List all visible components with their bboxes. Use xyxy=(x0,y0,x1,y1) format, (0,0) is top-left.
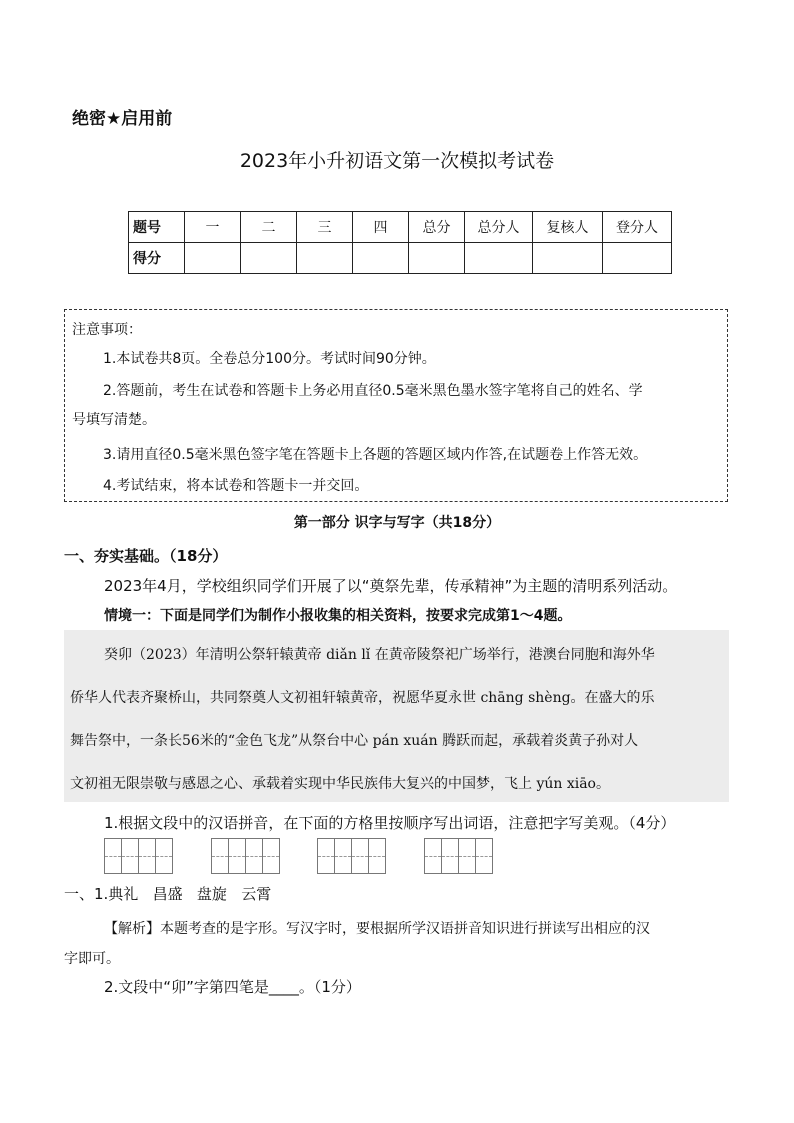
score-header-cell: 二 xyxy=(241,212,297,243)
writing-grid[interactable] xyxy=(424,838,493,874)
notice-box xyxy=(64,309,728,502)
answer-1: 一、1.典礼 昌盛 盘旋 云霄 xyxy=(64,885,272,903)
grid-cell[interactable] xyxy=(104,838,122,874)
score-input-cell[interactable] xyxy=(533,243,603,274)
grid-cell[interactable] xyxy=(228,838,246,874)
grid-cell[interactable] xyxy=(351,838,369,874)
score-table xyxy=(128,211,672,274)
score-header-cell: 总分人 xyxy=(465,212,533,243)
score-input-cell[interactable] xyxy=(353,243,409,274)
score-header-cell: 一 xyxy=(185,212,241,243)
score-header-cell: 三 xyxy=(297,212,353,243)
analysis-line: 字即可。 xyxy=(64,951,120,967)
writing-grid[interactable] xyxy=(104,838,173,874)
section-intro: 2023年4月，学校组织同学们开展了以“奠祭先辈，传承精神”为主题的清明系列活动。 xyxy=(104,577,678,595)
grid-cell[interactable] xyxy=(475,838,493,874)
notice-item: 2.答题前，考生在试卷和答题卡上务必用直径0.5毫米黑色墨水签字笔将自己的姓名、学 xyxy=(103,383,643,399)
notice-item: 号填写清楚。 xyxy=(72,412,156,428)
grid-cell[interactable] xyxy=(155,838,173,874)
passage-line: 文初祖无限崇敬与感恩之心、承载着实现中华民族伟大复兴的中国梦，飞上 yún xiāo。 xyxy=(70,776,610,792)
passage-line: 舞告祭中，一条长56米的“金色飞龙”从祭台中心 pán xuán 腾跃而起，承载着炎黄子孙对人 xyxy=(70,733,639,749)
grid-cell[interactable] xyxy=(262,838,280,874)
score-input-cell[interactable] xyxy=(465,243,533,274)
notice-title: 注意事项： xyxy=(72,322,142,338)
writing-grid[interactable] xyxy=(317,838,386,874)
reading-passage xyxy=(64,630,729,802)
score-header-cell: 复核人 xyxy=(533,212,603,243)
analysis-line: 【解析】本题考查的是字形。写汉字时，要根据所学汉语拼音知识进行拼读写出相应的汉 xyxy=(104,921,650,937)
score-input-cell[interactable] xyxy=(241,243,297,274)
score-table-header-row xyxy=(129,212,672,243)
section-title: 一、夯实基础。（18分） xyxy=(64,547,228,565)
writing-grid[interactable] xyxy=(211,838,280,874)
grid-cell[interactable] xyxy=(368,838,386,874)
grid-cell[interactable] xyxy=(458,838,476,874)
score-input-cell[interactable] xyxy=(603,243,672,274)
grid-cell[interactable] xyxy=(334,838,352,874)
score-input-cell[interactable] xyxy=(297,243,353,274)
score-header-cell: 四 xyxy=(353,212,409,243)
notice-item: 4.考试结束，将本试卷和答题卡一并交回。 xyxy=(103,478,369,494)
notice-item: 1.本试卷共8页。全卷总分100分。考试时间90分钟。 xyxy=(103,351,436,367)
grid-cell[interactable] xyxy=(121,838,139,874)
grid-cell[interactable] xyxy=(317,838,335,874)
score-header-cell: 登分人 xyxy=(603,212,672,243)
score-input-cell[interactable] xyxy=(185,243,241,274)
grid-cell[interactable] xyxy=(138,838,156,874)
question-2: 2.文段中“卯”字第四笔是____。（1分） xyxy=(104,978,361,996)
grid-cell[interactable] xyxy=(245,838,263,874)
grid-cell[interactable] xyxy=(211,838,229,874)
passage-line: 癸卯（2023）年清明公祭轩辕黄帝 diǎn lǐ 在黄帝陵祭祀广场举行，港澳台同胞和海外华 xyxy=(104,647,655,663)
score-row-label: 得分 xyxy=(129,243,185,274)
notice-item: 3.请用直径0.5毫米黑色签字笔在答题卡上各题的答题区域内作答,在试题卷上作答无效。 xyxy=(103,447,648,463)
score-input-cell[interactable] xyxy=(409,243,465,274)
passage-line: 侨华人代表齐聚桥山，共同祭奠人文初祖轩辕黄帝，祝愿华夏永世 chāng shèng。在盛大的乐 xyxy=(70,690,655,706)
part-title: 第一部分 识字与写字（共18分） xyxy=(293,515,501,531)
scenario-instruction: 情境一：下面是同学们为制作小报收集的相关资料，按要求完成第1～4题。 xyxy=(104,608,572,624)
confidential-label: 绝密★启用前 xyxy=(72,109,173,129)
score-table-score-row xyxy=(129,243,672,274)
score-header-cell: 总分 xyxy=(409,212,465,243)
grid-cell[interactable] xyxy=(441,838,459,874)
grid-cell[interactable] xyxy=(424,838,442,874)
score-header-cell: 题号 xyxy=(129,212,185,243)
question-1: 1.根据文段中的汉语拼音，在下面的方格里按顺序写出词语，注意把字写美观。（4分） xyxy=(104,814,676,832)
exam-title: 2023年小升初语文第一次模拟考试卷 xyxy=(239,150,555,172)
